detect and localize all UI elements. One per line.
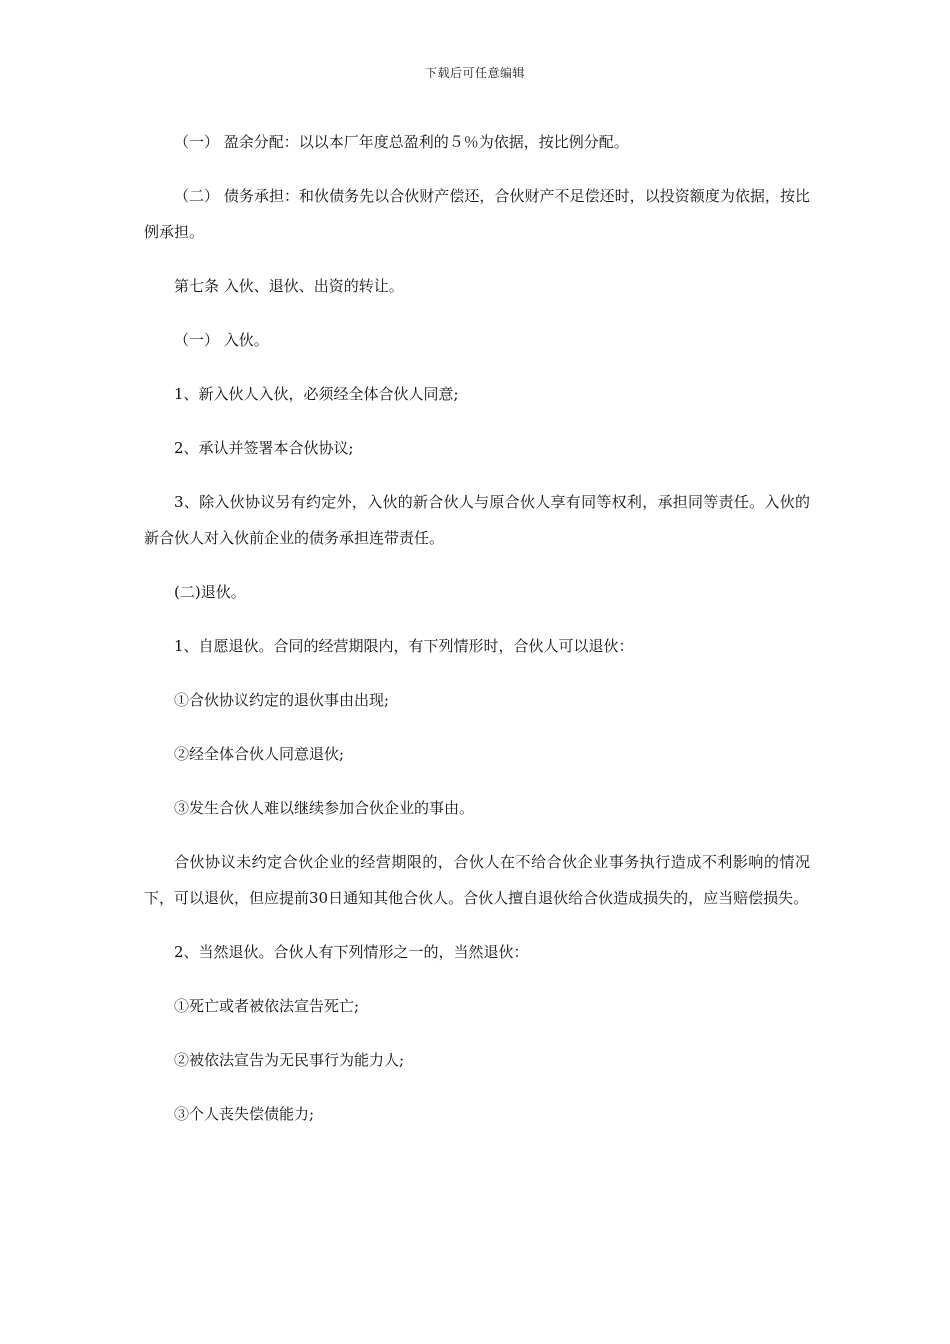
article-seven-heading: 第七条 入伙、退伙、出资的转让。 [174,277,404,295]
section-admission-heading: （一） 入伙。 [174,331,269,349]
voluntary-case-2: ②经全体合伙人同意退伙; [174,745,345,763]
automatic-withdrawal: 2、当然退伙。合伙人有下列情形之一的，当然退伙： [174,943,529,961]
paragraph-debt-bearing: （二） 债务承担：和伙债务先以合伙财产偿还，合伙财产不足偿还时，以投资额度为依据，按比例承担。 [144,187,810,241]
paragraph-profit-distribution: （一） 盈余分配：以以本厂年度总盈利的５％为依据，按比例分配。 [174,133,629,151]
automatic-case-1: ①死亡或者被依法宣告死亡; [174,997,360,1015]
admission-item-2: 2、承认并签署本合伙协议; [174,439,354,457]
voluntary-case-3: ③发生合伙人难以继续参加合伙企业的事由。 [174,799,475,817]
automatic-case-3: ③个人丧失偿债能力; [174,1105,315,1123]
admission-item-1: 1、新入伙人入伙，必须经全体合伙人同意; [174,385,459,403]
voluntary-withdrawal: 1、自愿退伙。合同的经营期限内，有下列情形时，合伙人可以退伙： [174,637,634,655]
section-withdrawal-heading: (二)退伙。 [174,583,246,601]
admission-item-3: 3、除入伙协议另有约定外，入伙的新合伙人与原合伙人享有同等权利，承担同等责任。入伙的新合伙人对入伙前企业的债务承担连带责任。 [144,493,810,547]
document-body [144,124,810,1150]
voluntary-case-1: ①合伙协议约定的退伙事由出现; [174,691,390,709]
unspecified-term-withdrawal: 合伙协议未约定合伙企业的经营期限的，合伙人在不给合伙企业事务执行造成不利影响的情况下，可以退伙，但应提前30日通知其他合伙人。合伙人擅自退伙给合伙造成损失的，应当赔偿损失。 [144,853,810,907]
automatic-case-2: ②被依法宣告为无民事行为能力人; [174,1051,405,1069]
page-header: 下载后可任意编辑 [424,66,525,80]
